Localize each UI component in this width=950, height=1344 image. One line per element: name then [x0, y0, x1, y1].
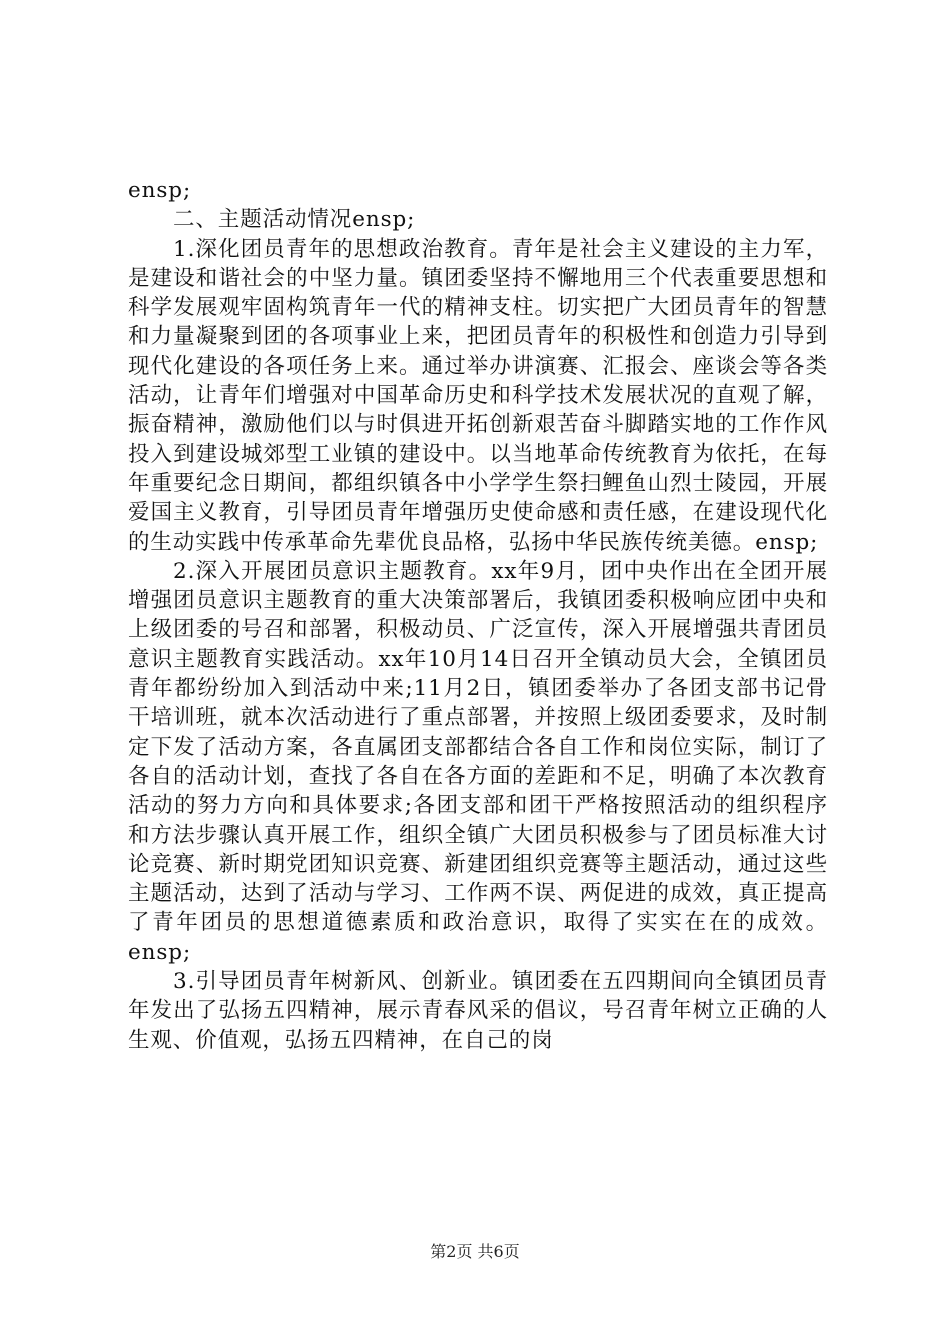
document-body: [128, 176, 828, 1055]
paragraph-fragment: ensp;: [128, 178, 192, 203]
page-footer: 第2页 共6页: [430, 1242, 520, 1261]
paragraph-2: 2.深入开展团员意识主题教育。xx年9月，团中央作出在全团开展增强团员意识主题教育的重大决策部署后，我镇团委积极响应团中央和上级团委的号召和部署，积极动员、广泛宣传，深入开展增强共青团员意识主题教育实践活动。xx年10月14日召开全镇动员大会，全镇团员青年都纷纷加入到活动中来;11月2日，镇团委举办了各团支部书记骨干培训班，就本次活动进行了重点部署，并按照上级团委要求，及时制定下发了活动方案，各直属团支部都结合各自工作和岗位实际，制订了各自的活动计划，查找了各自在各方面的差距和不足，明确了本次教育活动的努力方向和具体要求;各团支部和团干严格按照活动的组织程序和方法步骤认真开展工作，组织全镇广大团员积极参与了团员标准大讨论竞赛、新时期党团知识竞赛、新建团组织竞赛等主题活动，通过这些主题活动，达到了活动与学习、工作两不误、两促进的成效，真正提高了青年团员的思想道德素质和政治意识，取得了实实在在的成效。ensp;: [128, 558, 828, 965]
section-heading: 二、主题活动情况ensp;: [173, 207, 416, 233]
paragraph-3: 3.引导团员青年树新风、创新业。镇团委在五四期间向全镇团员青年发出了弘扬五四精神，展示青春风采的倡议，号召青年树立正确的人生观、价值观，弘扬五四精神，在自己的岗: [128, 969, 828, 1053]
paragraph-1: 1.深化团员青年的思想政治教育。青年是社会主义建设的主力军，是建设和谐社会的中坚力量。镇团委坚持不懈地用三个代表重要思想和科学发展观牢固构筑青年一代的精神支柱。切实把广大团员青年的智慧和力量凝聚到团的各项事业上来，把团员青年的积极性和创造力引导到现代化建设的各项任务上来。通过举办讲演赛、汇报会、座谈会等各类活动，让青年们增强对中国革命历史和科学技术发展状况的直观了解，振奋精神，激励他们以与时俱进开拓创新艰苦奋斗脚踏实地的工作作风投入到建设城郊型工业镇的建设中。以当地革命传统教育为依托，在每年重要纪念日期间，都组织镇各中小学学生祭扫鲤鱼山烈士陵园，开展爱国主义教育，引导团员青年增强历史使命感和责任感，在建设现代化的生动实践中传承革命先辈优良品格，弘扬中华民族传统美德。ensp;: [128, 236, 828, 555]
